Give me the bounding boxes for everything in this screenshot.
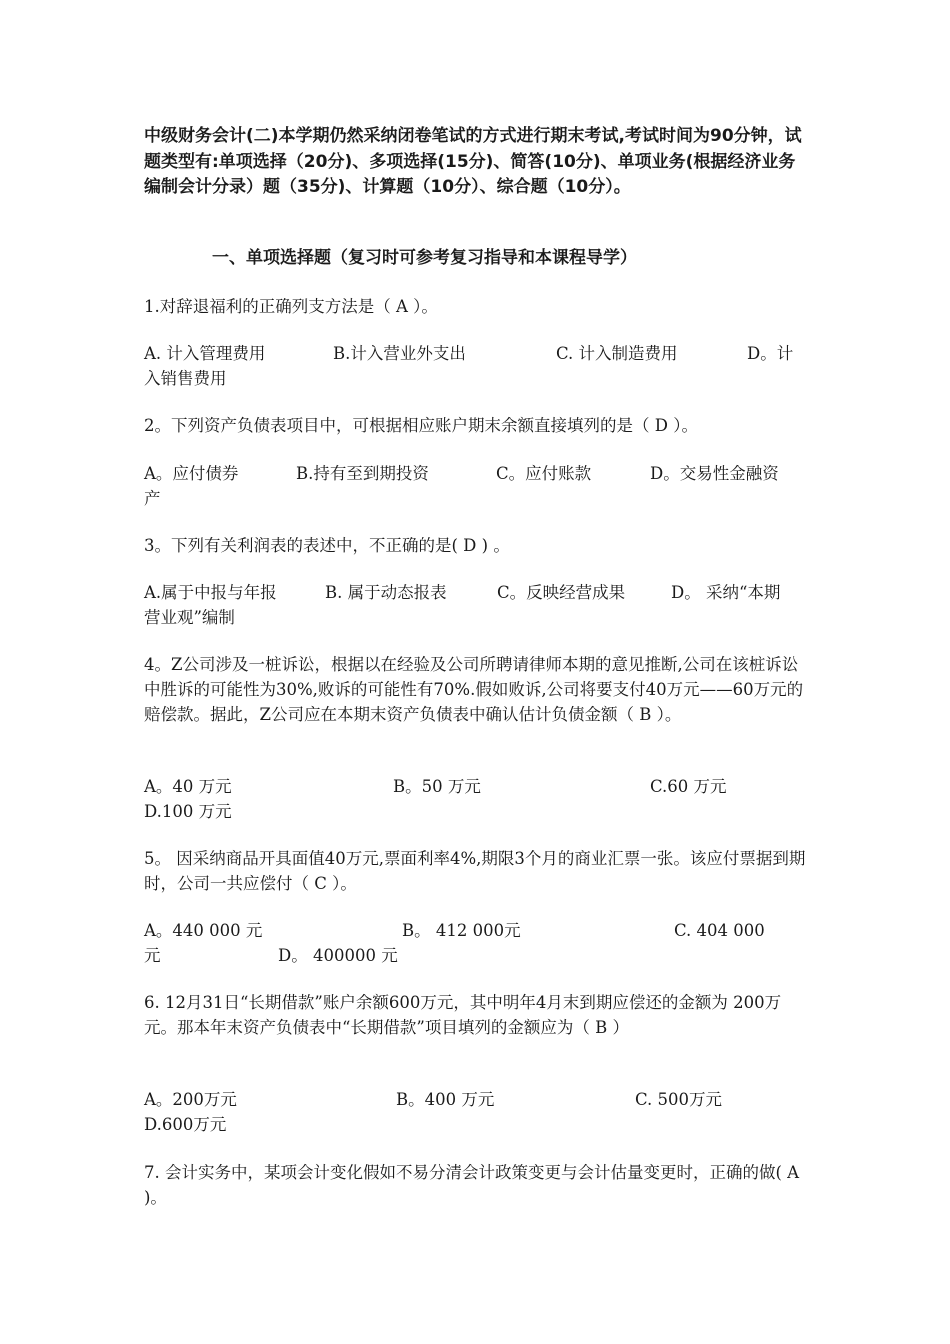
option-d: D。计 (747, 344, 794, 363)
option-c-continued: 元 (144, 946, 161, 965)
question-2-options (144, 461, 806, 511)
option-d-continued: 入销售费用 (144, 369, 227, 388)
option-b: B.持有至到期投资 (296, 464, 429, 483)
option-b: B。 412 000元 (402, 921, 521, 940)
option-c: C. 404 000 (674, 921, 765, 940)
section-heading: 一、单项选择题（复习时可参考复习指导和本课程导学） (212, 248, 637, 268)
option-c: C. 500万元 (635, 1090, 723, 1109)
question-1-options (144, 341, 806, 391)
option-b: B. 属于动态报表 (325, 583, 447, 602)
question-2-stem: 2。下列资产负债表项目中，可根据相应账户期末余额直接填列的是（ D ）。 (144, 416, 698, 435)
question-6-stem: 6. 12月31日“长期借款”账户余额600万元，其中明年4月末到期应偿还的金额为 200万元。那本年末资产负债表中“长期借款”项目填列的金额应为（ B ） (144, 993, 782, 1037)
question-4-options (144, 774, 806, 824)
exam-intro: 中级财务会计(二)本学期仍然采纳闭卷笔试的方式进行期末考试,考试时间为90分钟，试题类型有:单项选择（20分)、多项选择(15分)、简答(10分)、单项业务(根据经济业务编制会计分录）题（35分)、计算题（10分）、综合题（10分）。 (144, 126, 802, 197)
option-d-continued: 产 (144, 489, 161, 508)
option-d: D。 采纳“本期 (671, 583, 781, 602)
option-c: C.60 万元 (650, 777, 727, 796)
option-c: C。应付账款 (496, 464, 592, 483)
option-d: D。交易性金融资 (650, 464, 779, 483)
option-d: D.600万元 (144, 1115, 227, 1134)
option-b: B.计入营业外支出 (333, 344, 466, 363)
question-3-stem: 3。下列有关利润表的表述中，不正确的是( D ) 。 (144, 536, 510, 555)
option-b: B。400 万元 (396, 1090, 495, 1109)
question-7-stem: 7. 会计实务中，某项会计变化假如不易分清会计政策变更与会计估量变更时，正确的做( A )。 (144, 1163, 800, 1207)
question-5-options (144, 918, 806, 968)
option-c: C。反映经营成果 (497, 583, 626, 602)
option-a: A.属于中报与年报 (144, 583, 277, 602)
question-1-stem: 1.对辞退福利的正确列支方法是（ A ）。 (144, 297, 438, 316)
option-a: A。200万元 (144, 1090, 237, 1109)
question-5-stem: 5。 因采纳商品开具面值40万元,票面利率4%,期限3个月的商业汇票一张。该应付票据到期时，公司一共应偿付（ C ）。 (144, 849, 806, 893)
option-c: C. 计入制造费用 (556, 344, 678, 363)
option-b: B。50 万元 (393, 777, 481, 796)
option-d-continued: 营业观”编制 (144, 608, 235, 627)
question-3-options (144, 580, 806, 630)
question-4-stem: 4。Z公司涉及一桩诉讼，根据以在经验及公司所聘请律师本期的意见推断,公司在该桩诉讼中胜诉的可能性为30%,败诉的可能性有70%.假如败诉,公司将要支付40万元——60万元的赔偿款。据此，Z公司应在本期末资产负债表中确认估计负债金额（ B ）。 (144, 655, 804, 724)
question-6-options (144, 1087, 806, 1137)
option-a: A. 计入管理费用 (144, 344, 266, 363)
option-a: A。40 万元 (144, 777, 232, 796)
option-a: A。应付债券 (144, 464, 239, 483)
option-d: D。 400000 元 (278, 946, 398, 965)
option-a: A。440 000 元 (144, 921, 263, 940)
option-d: D.100 万元 (144, 802, 232, 821)
